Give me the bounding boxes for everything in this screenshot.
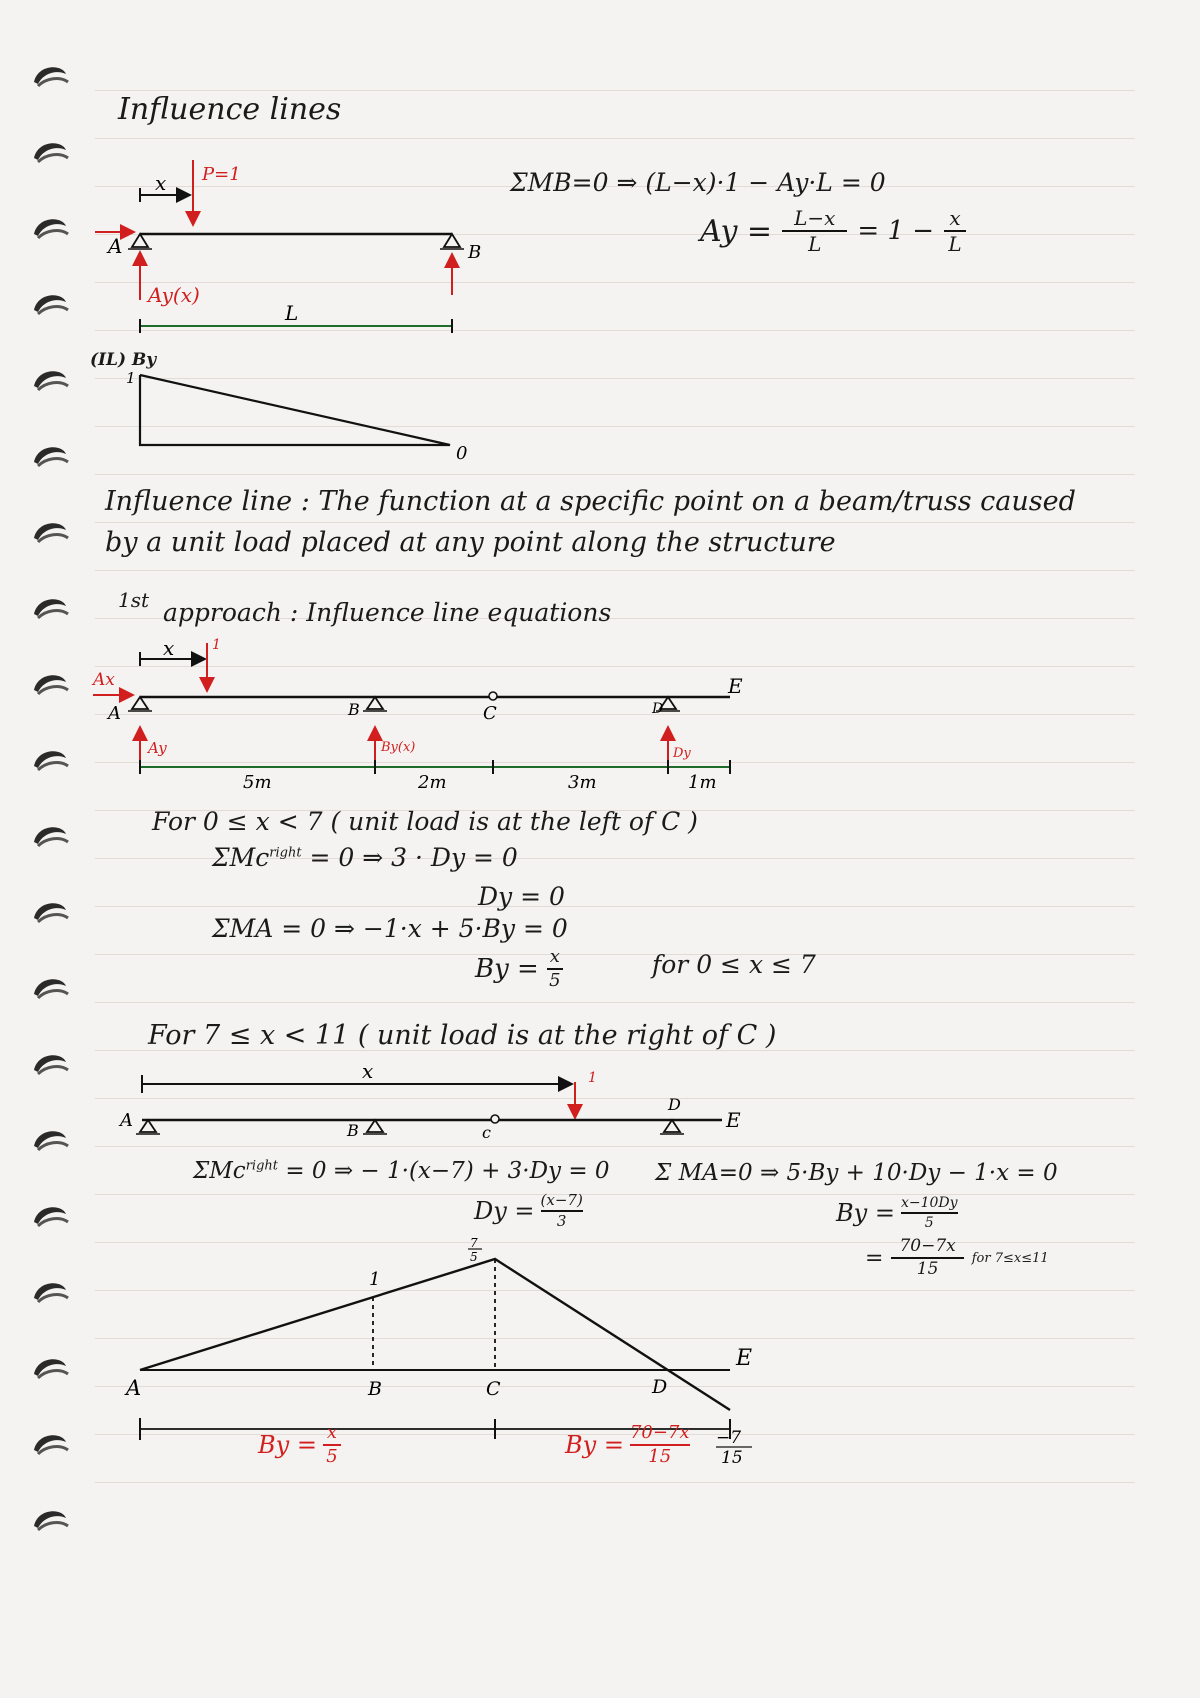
spiral-ring <box>28 138 72 168</box>
approach-heading: approach : Influence line equations <box>163 598 612 627</box>
spiral-ring <box>28 1202 72 1232</box>
svg-text:A: A <box>126 1376 142 1400</box>
svg-text:Ay: Ay <box>148 739 167 757</box>
il2-right-expression: By = 70−7x 15 <box>565 1422 690 1467</box>
case1-eq3: ΣMA = 0 ⇒ −1·x + 5·By = 0 <box>212 914 568 943</box>
ruled-line <box>95 138 1135 139</box>
spiral-ring <box>28 746 72 776</box>
ay-denominator: L <box>808 232 822 256</box>
spiral-ring <box>28 290 72 320</box>
svg-text:2m: 2m <box>418 772 447 793</box>
case1-eq2: Dy = 0 <box>478 882 565 911</box>
spiral-ring <box>28 1126 72 1156</box>
support-b-label: B <box>468 242 482 263</box>
case2-eq1: ΣMc$^{right}$ = 0 ⇒ − 1·(x−7) + 3·Dy = 0 <box>193 1158 610 1184</box>
il2-curve <box>140 1259 730 1410</box>
case2-eq3: Σ MA=0 ⇒ 5·By + 10·Dy − 1·x = 0 <box>655 1160 1058 1186</box>
case2-beam-figure <box>110 1060 770 1140</box>
spiral-ring <box>28 442 72 472</box>
ay-rhs-denominator: L <box>948 232 962 256</box>
approach-ordinal: 1st <box>118 588 150 612</box>
definition-line-1: Influence line : The function at a specific point on a beam/truss caused <box>105 486 1076 517</box>
svg-text:E: E <box>726 1108 741 1132</box>
il-by-triangle <box>120 365 480 465</box>
pin-support-a <box>132 234 148 247</box>
case1-eq1: ΣMc$^{right}$ = 0 ⇒ 3 · Dy = 0 <box>212 843 518 872</box>
ruled-line <box>95 954 1135 955</box>
spiral-ring <box>28 214 72 244</box>
svg-text:D: D <box>668 1095 681 1114</box>
hinged-beam-figure <box>85 635 765 800</box>
fig2-x-label: x <box>163 636 175 660</box>
spiral-ring <box>28 366 72 396</box>
case1-range: for 0 ≤ x ≤ 7 <box>652 950 816 979</box>
spiral-ring <box>28 974 72 1004</box>
spiral-ring <box>28 1354 72 1384</box>
influence-line-by-diagram <box>100 1235 800 1475</box>
x-label: x <box>155 171 167 195</box>
svg-text:1: 1 <box>212 637 221 653</box>
ruled-line <box>95 90 1135 91</box>
ruled-line <box>95 906 1135 907</box>
ay-fraction <box>782 208 847 254</box>
svg-text:−7: −7 <box>716 1428 742 1448</box>
svg-text:B: B <box>368 1378 382 1400</box>
spiral-ring <box>28 670 72 700</box>
support-a-label: A <box>108 234 123 258</box>
il-value-start: 1 <box>126 369 136 387</box>
svg-text:Dy: Dy <box>673 746 691 761</box>
svg-text:A: A <box>108 703 121 724</box>
il-by-label: (IL) By <box>90 350 157 370</box>
ruled-line <box>95 1194 1135 1195</box>
spiral-ring <box>28 1506 72 1536</box>
case2-dy-result: Dy = (x−7) 3 <box>474 1191 583 1230</box>
svg-text:3m: 3m <box>568 772 597 793</box>
svg-text:B: B <box>348 700 360 719</box>
svg-text:E: E <box>736 1346 753 1371</box>
load-label: P=1 <box>202 164 241 185</box>
case2-by-general: By = x−10Dy 5 <box>836 1195 958 1231</box>
ay-lhs: Ay = <box>700 213 773 249</box>
svg-text:5: 5 <box>470 1250 478 1264</box>
spiral-ring <box>28 1278 72 1308</box>
ax-label: Ax <box>93 670 115 690</box>
definition-line-2: by a unit load placed at any point along the structure <box>105 527 836 558</box>
moment-equation-b: ΣMB=0 ⇒ (L−x)·1 − Ay·L = 0 <box>510 168 886 197</box>
svg-text:5m: 5m <box>243 772 272 793</box>
svg-text:15: 15 <box>721 1448 743 1468</box>
spiral-ring <box>28 898 72 928</box>
svg-text:7: 7 <box>470 1236 478 1250</box>
svg-text:By(x): By(x) <box>381 740 416 755</box>
svg-text:c: c <box>482 1123 491 1140</box>
svg-text:D: D <box>652 1376 668 1398</box>
simple-beam-figure <box>90 150 530 350</box>
ay-rhs-prefix: = 1 − <box>857 216 935 246</box>
span-label: L <box>285 301 299 325</box>
il2-left-expression: By = x 5 <box>258 1424 341 1466</box>
ruled-line <box>95 570 1135 571</box>
svg-text:x: x <box>362 1060 374 1083</box>
spiral-ring <box>28 1050 72 1080</box>
svg-text:C: C <box>483 703 497 724</box>
il-value-end: 0 <box>456 443 468 464</box>
spiral-ring <box>28 62 72 92</box>
case1-by-result: By = x 5 <box>475 948 563 990</box>
ruled-line <box>95 1482 1135 1483</box>
ruled-line <box>95 522 1135 523</box>
svg-text:1: 1 <box>369 1269 381 1290</box>
ay-rhs-numerator: x <box>949 206 961 230</box>
svg-text:1m: 1m <box>688 772 717 793</box>
roller-support-b <box>444 234 460 247</box>
svg-text:E: E <box>728 674 743 698</box>
case1-header: For 0 ≤ x < 7 ( unit load is at the left of C ) <box>152 807 698 836</box>
reaction-label: Ay(x) <box>148 283 200 307</box>
spiral-ring <box>28 594 72 624</box>
svg-text:B: B <box>347 1121 359 1140</box>
ay-rhs-fraction <box>944 208 966 254</box>
hinge-c <box>489 692 497 700</box>
ay-numerator: L−x <box>794 206 836 230</box>
svg-text:1: 1 <box>588 1070 597 1086</box>
svg-text:D: D <box>652 701 664 717</box>
ruled-line <box>95 474 1135 475</box>
svg-text:C: C <box>486 1378 501 1400</box>
svg-text:A: A <box>120 1110 133 1131</box>
spiral-ring <box>28 518 72 548</box>
case2-header: For 7 ≤ x < 11 ( unit load is at the right of C ) <box>148 1020 777 1051</box>
spiral-ring <box>28 1430 72 1460</box>
ay-expression <box>700 208 966 254</box>
case2-by-result: = 70−7x 15 for 7≤x≤11 <box>865 1236 1049 1279</box>
page-title: Influence lines <box>118 92 342 127</box>
ruled-line <box>95 1002 1135 1003</box>
ruled-line <box>95 1146 1135 1147</box>
spiral-ring <box>28 822 72 852</box>
